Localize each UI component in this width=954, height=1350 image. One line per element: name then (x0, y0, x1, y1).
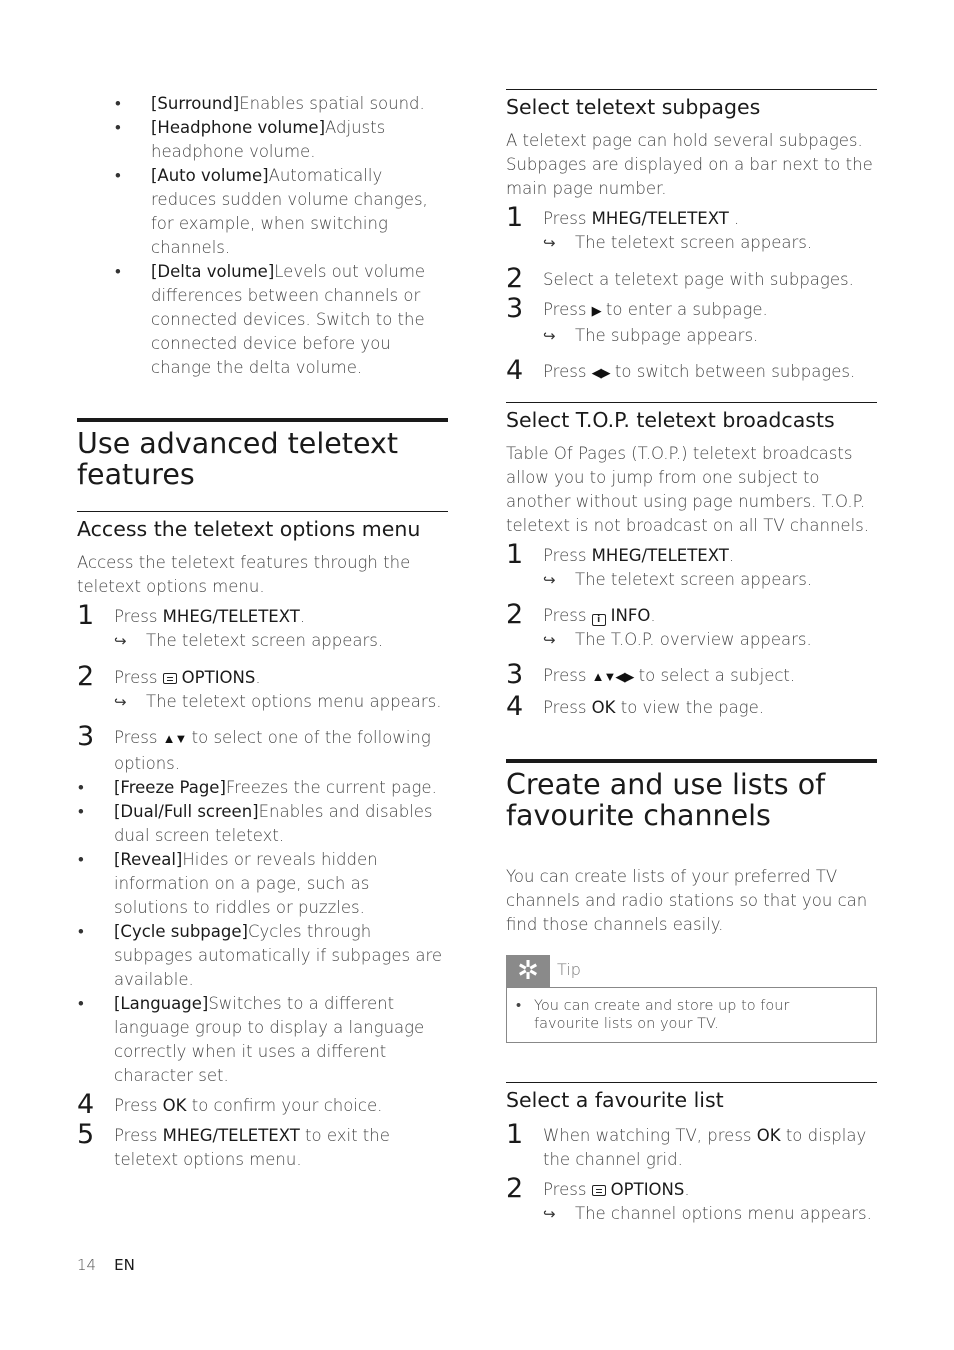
step-result: ↪ The subpage appears. (543, 324, 877, 348)
result-arrow-icon: ↪ (543, 1205, 556, 1223)
step-number: 5 (77, 1119, 95, 1150)
step-1: 1 Press MHEG/TELETEXT . ↪ The teletext screen appears. (506, 207, 877, 255)
subsection-title: Access the teletext options menu (77, 517, 421, 541)
section-title: Use advanced teletext features (77, 427, 399, 491)
step-3: 3 Press ▲▼◀▶ to select a subject. (506, 659, 796, 690)
step-number: 2 (506, 1173, 524, 1204)
step-4: 4 Press ◀▶ to switch between subpages. (506, 355, 856, 386)
subsection-title: Select teletext subpages (506, 95, 761, 119)
subsection-heading (506, 402, 877, 433)
subsection-intro: Access the teletext features through the teletext options menu. (77, 553, 411, 596)
step-1: 1 Press MHEG/TELETEXT. ↪ The teletext screen appears. (506, 544, 877, 592)
step-number: 2 (506, 599, 524, 630)
step-1: 1 When watching TV, press OK to display the channel grid. (506, 1119, 867, 1169)
result-arrow-icon: ↪ (543, 234, 556, 252)
section-title: Create and use lists of favourite channels (506, 768, 826, 832)
subsection-intro: A teletext page can hold several subpages. Subpages are displayed on a bar next to the main page number. (506, 131, 873, 198)
tip-box (506, 955, 877, 1043)
page-number: 14 (77, 1256, 97, 1274)
up-down-arrows-icon: ▲▼ (162, 732, 187, 747)
list-item: • [Cycle subpage]Cycles through subpages automatically if subpages are available. (77, 920, 448, 992)
subsection-heading (506, 89, 877, 120)
subsection-heading (506, 1082, 877, 1113)
tip-icon: ✲ (506, 955, 550, 987)
audio-settings-list (77, 92, 448, 380)
list-item: • [Language]Switches to a different language group to display a language correctly when it uses a different character set. (77, 992, 448, 1088)
result-arrow-icon: ↪ (114, 693, 127, 711)
section-heading (77, 418, 448, 490)
list-item: • [Freeze Page]Freezes the current page. (77, 776, 448, 800)
step-2: 2 Press OPTIONS. ↪ The teletext options menu appears. (77, 666, 448, 714)
left-right-arrows-icon: ◀▶ (591, 366, 610, 381)
section-intro: You can create lists of your preferred TV channels and radio stations so that you can find those channels easily. (506, 867, 868, 934)
navigation-arrows-icon: ▲▼◀▶ (591, 670, 634, 685)
step-result: ↪ The teletext screen appears. (114, 629, 448, 653)
step-number: 1 (77, 600, 95, 631)
step-number: 4 (506, 355, 524, 386)
step-4: 4 Press OK to view the page. (506, 691, 764, 722)
options-key-icon (592, 1185, 606, 1196)
step-number: 2 (506, 263, 524, 294)
step-3: 3 Press ▲▼ to select one of the following options. (77, 721, 431, 773)
step-3: 3 Press ▶ to enter a subpage. ↪ The subpage appears. (506, 298, 877, 348)
step-1: 1 Press MHEG/TELETEXT. ↪ The teletext screen appears. (77, 605, 448, 653)
step-number: 2 (77, 661, 95, 692)
step-number: 1 (506, 202, 524, 233)
step-2: 2 Press i INFO. ↪ The T.O.P. overview appears. (506, 604, 877, 652)
tip-text: • You can create and store up to four favourite lists on your TV. (506, 988, 877, 1043)
result-arrow-icon: ↪ (114, 632, 127, 650)
step-4: 4 Press OK to confirm your choice. (77, 1089, 383, 1120)
step-result: ↪ The channel options menu appears. (543, 1202, 877, 1226)
page-footer (77, 1256, 135, 1274)
step-2: 2 Press OPTIONS. ↪ The channel options menu appears. (506, 1178, 877, 1226)
step-5: 5 Press MHEG/TELETEXT to exit the teletext options menu. (77, 1119, 390, 1169)
left-column (77, 92, 448, 1172)
tip-label: Tip (557, 960, 581, 979)
step-number: 1 (506, 539, 524, 570)
step-number: 3 (506, 293, 524, 324)
info-key-icon: i (592, 614, 606, 626)
result-arrow-icon: ↪ (543, 327, 556, 345)
list-item: • [Auto volume]Automatically reduces sudden volume changes, for example, when switching channels. (77, 164, 448, 260)
step-result: ↪ The teletext screen appears. (543, 568, 877, 592)
step-number: 1 (506, 1119, 524, 1150)
right-column (506, 89, 877, 1226)
language-code: EN (114, 1256, 135, 1274)
subsection-title: Select a favourite list (506, 1088, 724, 1112)
step-number: 4 (506, 691, 524, 722)
list-item: • [Surround]Enables spatial sound. (77, 92, 448, 116)
step-2: 2 Select a teletext page with subpages. (506, 263, 854, 294)
list-item: • [Dual/Full screen]Enables and disables dual screen teletext. (77, 800, 448, 848)
subsection-intro: Table Of Pages (T.O.P.) teletext broadcasts allow you to jump from one subject to another without using page numbers. T.O.P. teletext is not broadcast on all TV channels. (506, 444, 869, 535)
step-result: ↪ The T.O.P. overview appears. (543, 628, 877, 652)
section-heading (506, 759, 877, 831)
right-arrow-icon: ▶ (591, 304, 601, 319)
step-number: 4 (77, 1089, 95, 1120)
subsection-heading (77, 511, 448, 542)
list-item: • [Delta volume]Levels out volume differences between channels or connected devices. Switch to the connected device before you change the delta volume. (77, 260, 448, 380)
subsection-title: Select T.O.P. teletext broadcasts (506, 408, 835, 432)
teletext-options-list (77, 776, 448, 1088)
options-key-icon (163, 673, 177, 684)
step-result: ↪ The teletext screen appears. (543, 231, 877, 255)
result-arrow-icon: ↪ (543, 631, 556, 649)
step-number: 3 (506, 659, 524, 690)
list-item: • [Headphone volume]Adjusts headphone volume. (77, 116, 448, 164)
step-result: ↪ The teletext options menu appears. (114, 690, 448, 714)
list-item: • [Reveal]Hides or reveals hidden information on a page, such as solutions to riddles or puzzles. (77, 848, 448, 920)
result-arrow-icon: ↪ (543, 571, 556, 589)
step-number: 3 (77, 721, 95, 752)
tip-header (506, 955, 877, 988)
